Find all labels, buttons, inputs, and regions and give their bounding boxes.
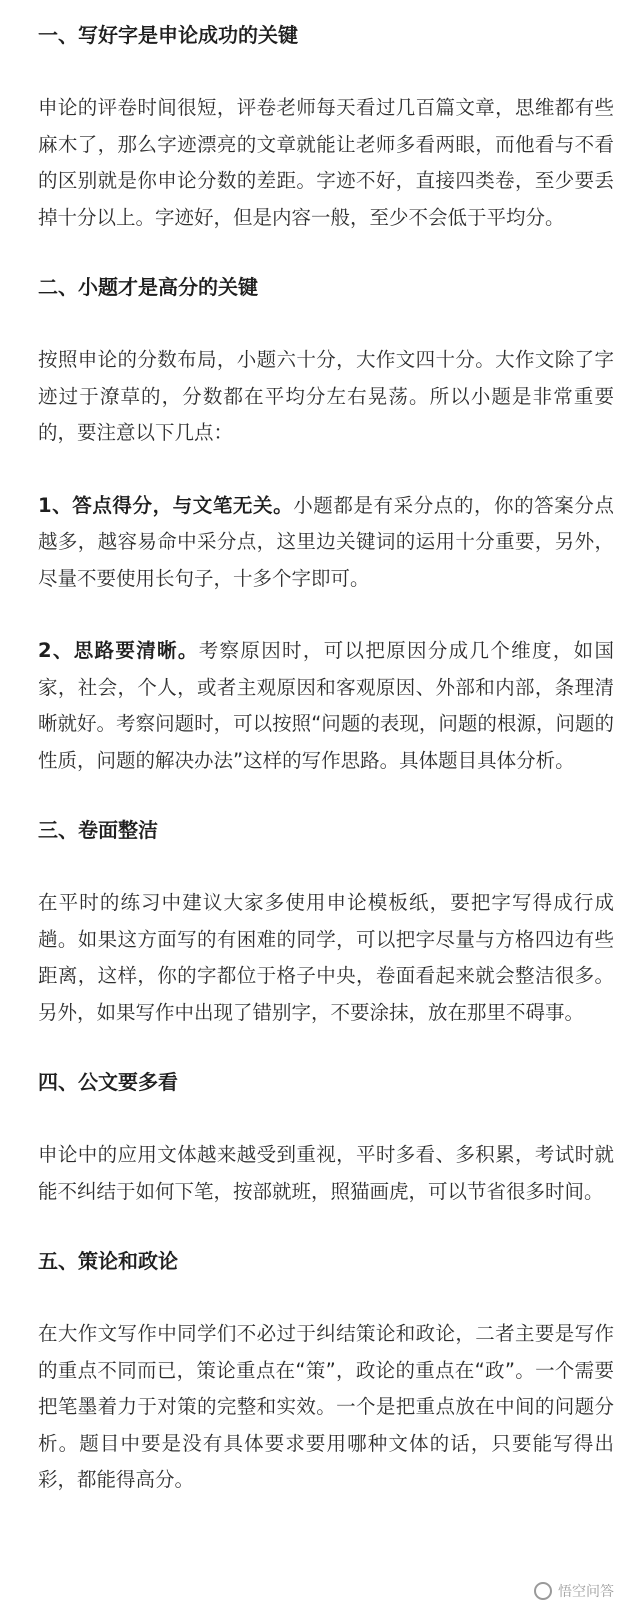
watermark-text: 悟空问答 <box>558 1584 614 1600</box>
section-heading-4: 四、公文要多看 <box>38 1070 178 1094</box>
point-2 <box>38 633 614 779</box>
point-1 <box>38 488 614 598</box>
paragraph: 在大作文写作中同学们不必过于纠结策论和政论，二者主要是写作的重点不同而已，策论重点在“策”，政论的重点在“政”。一个需要把笔墨着力于对策的完整和实效。一个是把重点放在中间的问题分析。题目中要是没有具体要求要用哪种文体的话，只要能写得出彩，都能得高分。 <box>38 1322 614 1491</box>
paragraph: 在平时的练习中建议大家多使用申论模板纸，要把字写得成行成趟。如果这方面写的有困难的同学，可以把字尽量与方格四边有些距离，这样，你的字都位于格子中央，卷面看起来就会整洁很多。另外，如果写作中出现了错别字，不要涂抹，放在那里不碍事。 <box>38 891 614 1024</box>
section-heading-5: 五、策论和政论 <box>38 1249 178 1273</box>
section-heading-2: 二、小题才是高分的关键 <box>38 275 258 299</box>
point-1-lead: 1、答点得分，与文笔无关。 <box>38 493 294 517</box>
point-1-text: 小题都是有采分点的，你的答案分点越多，越容易命中采分点，这里边关键词的运用十分重要，另外，尽量不要使用长句子，十多个字即可。 <box>38 493 614 590</box>
section-heading-3: 三、卷面整洁 <box>38 818 158 842</box>
point-2-text: 考察原因时，可以把原因分成几个维度，如国家，社会，个人，或者主观原因和客观原因、外部和内部，条理清晰就好。考察问题时，可以按照“问题的表现，问题的根源，问题的性质，问题的解决办法”这样的写作思路。具体题目具体分析。 <box>38 639 614 772</box>
wukong-logo-icon <box>534 1582 552 1600</box>
paragraph: 申论的评卷时间很短，评卷老师每天看过几百篇文章，思维都有些麻木了，那么字迹漂亮的文章就能让老师多看两眼，而他看与不看的区别就是你申论分数的差距。字迹不好，直接四类卷，至少要丢掉十分以上。字迹好，但是内容一般，至少不会低于平均分。 <box>38 96 614 229</box>
paragraph: 按照申论的分数布局，小题六十分，大作文四十分。大作文除了字迹过于潦草的，分数都在平均分左右晃荡。所以小题是非常重要的，要注意以下几点： <box>38 348 614 444</box>
paragraph: 申论中的应用文体越来越受到重视，平时多看、多积累，考试时就能不纠结于如何下笔，按部就班，照猫画虎，可以节省很多时间。 <box>38 1143 614 1203</box>
point-2-lead: 2、思路要清晰。 <box>38 639 199 662</box>
watermark <box>534 1581 614 1601</box>
section-heading-1: 一、写好字是申论成功的关键 <box>38 23 298 47</box>
